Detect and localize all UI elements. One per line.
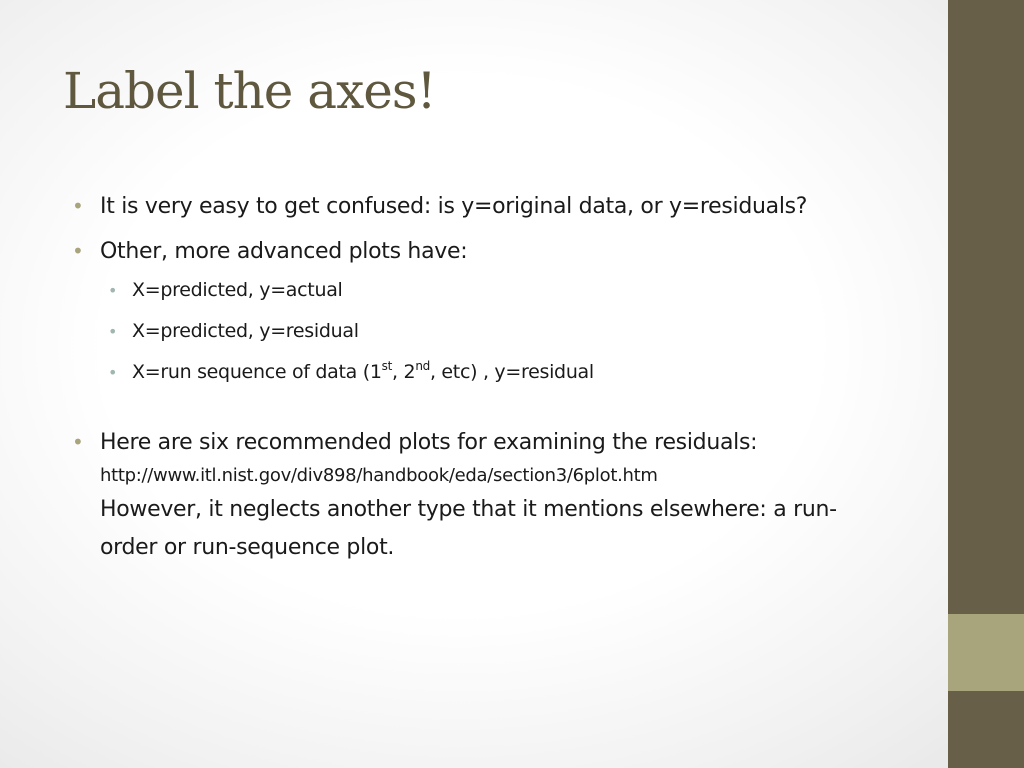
sub-bullet-item [72,270,892,311]
superscript: st [381,359,393,373]
slide-body [72,188,892,567]
bullet-text: Here are six recommended plots for examining the residuals: [100,430,758,455]
bullet-dot: • [72,430,84,454]
sub-bullet-dot: • [108,281,118,300]
bullet-item [72,233,892,270]
sub-bullet-dot: • [108,363,118,382]
sub-bullet-item [72,311,892,352]
superscript: nd [415,359,430,373]
bullet-text-continued: However, it neglects another type that it mentions elsewhere: a run-order or run-sequence plot. [100,497,837,560]
bullet-text: It is very easy to get confused: is y=original data, or y=residuals? [100,194,808,219]
bullet-text: Other, more advanced plots have: [100,239,468,264]
bullet-dot: • [72,194,84,218]
bullet-dot: • [72,239,84,263]
bullet-item [72,424,892,567]
sidebar-accent-block [948,614,1024,691]
reference-url: http://www.itl.nist.gov/div898/handbook/eda/section3/6plot.htm [100,465,658,486]
text-part: , etc) , y=residual [429,361,594,383]
text-part: , 2 [392,361,416,383]
slide-title: Label the axes! [63,62,436,120]
spacer [72,393,892,424]
sub-bullet-item [72,352,892,393]
sub-bullet-dot: • [108,322,118,341]
sub-bullet-text: X=predicted, y=residual [132,320,359,342]
bullet-item [72,188,892,225]
sub-bullet-text [132,361,594,383]
sub-bullet-text: X=predicted, y=actual [132,279,343,301]
text-part: X=run sequence of data (1 [132,361,382,383]
